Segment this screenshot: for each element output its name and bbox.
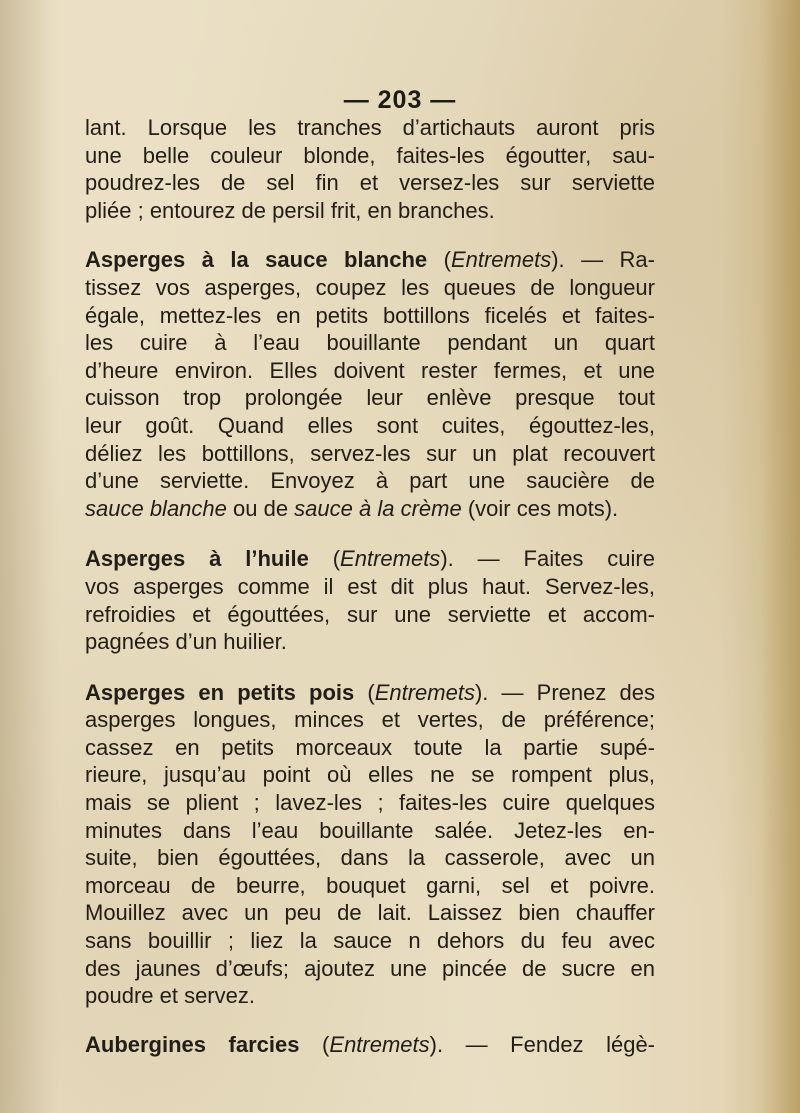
text-line: suite, bien égouttées, dans la casserole, avec un	[85, 845, 655, 871]
text-line: d’heure environ. Elles doivent rester fermes, et une	[85, 357, 655, 383]
recipe-category: Entremets	[340, 546, 441, 572]
text-line: leur goût. Quand elles sont cuites, égouttez-les,	[85, 412, 655, 438]
text-line: Asperges à l’huile (Entremets). — Faites cuire	[85, 546, 655, 572]
text-line: tissez vos asperges, coupez les queues de longueur	[85, 274, 655, 300]
text-line: morceau de beurre, bouquet garni, sel et poivre.	[85, 872, 655, 898]
text-line: mais se plient ; lavez-les ; faites-les cuire quelques	[85, 790, 655, 816]
text-fragment: . — Fendez légè-	[436, 1031, 656, 1057]
recipe-heading: Asperges à l’huile	[85, 546, 309, 572]
recipe-heading: Asperges à la sauce blanche	[85, 247, 428, 273]
text-line: refroidies et égouttées, sur une serviette et accom-	[85, 601, 655, 627]
text-fragment: (voir ces mots).	[461, 495, 619, 521]
text-line: des jaunes d’œufs; ajoutez une pincée de sucre en	[85, 955, 655, 981]
text-line: lant. Lorsque les tranches d’artichauts auront pris	[85, 115, 655, 140]
text-line: pagnées d’un huilier.	[85, 629, 287, 655]
text-line: égale, mettez-les en petits bottillons ficelés et faites-	[85, 302, 655, 328]
recipe-heading: Asperges en petits pois	[85, 679, 355, 705]
text-line: d’une serviette. Envoyez à part une saucière de	[85, 468, 655, 494]
text-line: minutes dans l’eau bouillante salée. Jetez-les en-	[85, 817, 655, 843]
recipe-heading: Aubergines farcies	[85, 1031, 300, 1057]
page-edge-stain	[760, 0, 800, 1113]
paragraph-asperges-petits-pois	[85, 679, 655, 1010]
paragraph-aubergines-farcies	[85, 1031, 655, 1059]
text-line	[85, 495, 655, 523]
text-line: Aubergines farcies (Entremets). — Fendez légè-	[85, 1031, 656, 1057]
text-line: cassez en petits morceaux toute la partie supé-	[85, 734, 655, 760]
recipe-category: Entremets	[329, 1031, 430, 1057]
page-fold-shadow	[0, 0, 60, 1113]
text-line: Mouillez avec un peu de lait. Laissez bien chauffer	[85, 900, 655, 926]
text-line: poudrez-les de sel fin et versez-les sur serviette	[85, 170, 655, 196]
text-line: une belle couleur blonde, faites-les égoutter, sau-	[85, 142, 655, 168]
recipe-category: Entremets	[450, 247, 552, 273]
text-line: les cuire à l’eau bouillante pendant un quart	[85, 330, 655, 356]
text-fragment: ou de	[226, 495, 295, 521]
text-line: cuisson trop prolongée leur enlève presque tout	[85, 385, 655, 411]
recipe-category: Entremets	[374, 679, 475, 705]
text-line: poudre et servez.	[85, 983, 255, 1009]
paragraph-artichauts-end	[85, 114, 655, 224]
text-line: sans bouillir ; liez la sauce n dehors du feu avec	[85, 928, 655, 954]
text-line: pliée ; entourez de persil frit, en branches.	[85, 197, 495, 223]
text-line: asperges longues, minces et vertes, de préférence;	[85, 707, 655, 733]
page-number: — 203 —	[343, 86, 457, 114]
cross-reference: sauce à la crème	[294, 495, 462, 521]
text-line: Asperges à la sauce blanche (Entremets). — Ra-	[85, 247, 655, 273]
text-fragment: . — Faites cuire	[447, 546, 655, 572]
paragraph-asperges-huile	[85, 545, 655, 655]
text-line: déliez les bottillons, servez-les sur un plat recouvert	[85, 440, 655, 466]
text-line: Asperges en petits pois (Entremets). — Prenez des	[85, 679, 655, 705]
text-line: vos asperges comme il est dit plus haut. Servez-les,	[85, 573, 655, 599]
text-fragment: . — Prenez des	[482, 679, 655, 705]
page-text	[85, 114, 655, 1058]
text-fragment: . — Ra-	[558, 247, 655, 273]
text-line: rieure, jusqu’au point où elles ne se rompent plus,	[85, 762, 655, 788]
cross-reference: sauce blanche	[85, 495, 227, 521]
paragraph-asperges-sauce-blanche	[85, 246, 655, 522]
